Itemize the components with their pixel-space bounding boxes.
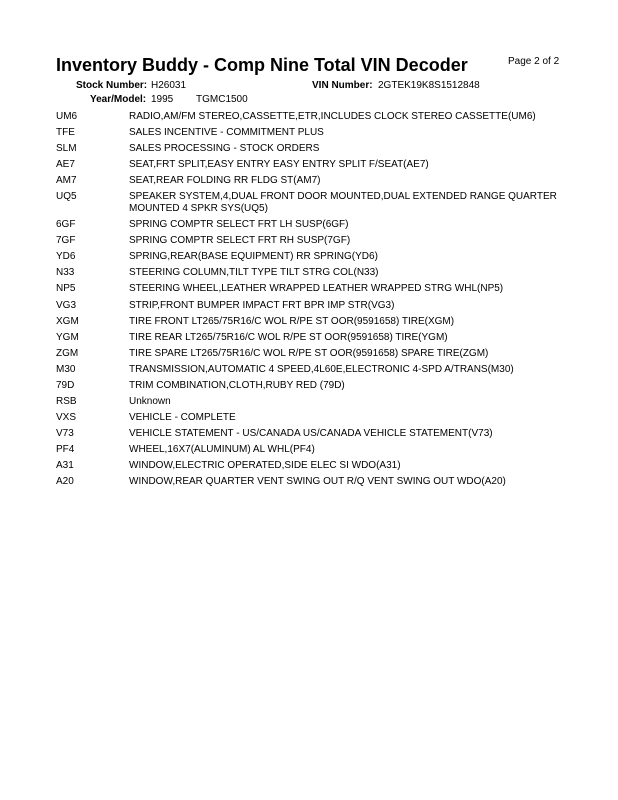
option-description: STEERING COLUMN,TILT TYPE TILT STRG COL(N33) (129, 267, 379, 279)
option-row (56, 111, 576, 123)
option-description: SALES INCENTIVE - COMMITMENT PLUS (129, 127, 324, 139)
option-row (56, 364, 576, 376)
option-description: TIRE SPARE LT265/75R16/C WOL R/PE ST OOR(9591658) SPARE TIRE(ZGM) (129, 347, 489, 359)
option-description: TRANSMISSION,AUTOMATIC 4 SPEED,4L60E,ELECTRONIC 4-SPD A/TRANS(M30) (129, 363, 514, 375)
stock-number-label: Stock Number: (76, 80, 148, 91)
vin-number-value: 2GTEK19K8S1512848 (378, 80, 480, 91)
option-description: SEAT,FRT SPLIT,EASY ENTRY EASY ENTRY SPLIT F/SEAT(AE7) (129, 159, 429, 171)
option-code: ZGM (56, 347, 79, 359)
option-row (56, 175, 576, 187)
option-description: TIRE REAR LT265/75R16/C WOL R/PE ST OOR(9591658) TIRE(YGM) (129, 331, 448, 343)
option-code: AE7 (56, 159, 75, 171)
option-row (56, 251, 576, 263)
year-model-label: Year/Model: (90, 94, 147, 105)
option-row (56, 143, 576, 155)
option-description: VEHICLE - COMPLETE (129, 411, 236, 423)
option-description: TRIM COMBINATION,CLOTH,RUBY RED (79D) (129, 379, 345, 391)
option-row (56, 332, 576, 344)
options-list (56, 111, 576, 492)
option-code: SLM (56, 143, 77, 155)
option-code: V73 (56, 427, 74, 439)
option-description: SPRING,REAR(BASE EQUIPMENT) RR SPRING(YD6) (129, 251, 378, 263)
option-description: TIRE FRONT LT265/75R16/C WOL R/PE ST OOR(9591658) TIRE(XGM) (129, 315, 455, 327)
option-code: UQ5 (56, 191, 77, 203)
option-row (56, 412, 576, 424)
option-description: WHEEL,16X7(ALUMINUM) AL WHL(PF4) (129, 443, 315, 455)
option-row (56, 396, 576, 408)
option-description: SPEAKER SYSTEM,4,DUAL FRONT DOOR MOUNTED,DUAL EXTENDED RANGE QUARTER MOUNTED 4 SPKR SYS(UQ5) (129, 191, 557, 215)
option-code: A31 (56, 459, 74, 471)
option-row (56, 219, 576, 231)
year-value: 1995 (151, 94, 174, 105)
option-description: SPRING COMPTR SELECT FRT RH SUSP(7GF) (129, 235, 351, 247)
option-code: 7GF (56, 235, 76, 247)
option-code: AM7 (56, 175, 77, 187)
option-row (56, 235, 576, 247)
option-description: SEAT,REAR FOLDING RR FLDG ST(AM7) (129, 175, 321, 187)
option-code: M30 (56, 363, 76, 375)
option-code: XGM (56, 315, 79, 327)
option-row (56, 159, 576, 171)
option-row (56, 428, 576, 440)
option-code: PF4 (56, 443, 75, 455)
option-code: UM6 (56, 111, 78, 122)
option-row (56, 267, 576, 279)
option-code: RSB (56, 395, 77, 407)
option-code: VXS (56, 411, 77, 423)
option-description: SALES PROCESSING - STOCK ORDERS (129, 143, 320, 155)
model-value: TGMC1500 (196, 94, 248, 105)
option-description: STEERING WHEEL,LEATHER WRAPPED LEATHER WRAPPED STRG WHL(NP5) (129, 283, 504, 295)
option-row (56, 348, 576, 360)
option-code: TFE (56, 127, 75, 139)
option-row (56, 316, 576, 328)
option-code: 6GF (56, 219, 76, 231)
option-row (56, 460, 576, 472)
option-code: VG3 (56, 299, 77, 311)
option-row (56, 283, 576, 295)
page-title: Inventory Buddy - Comp Nine Total VIN Decoder (56, 55, 468, 75)
option-description: RADIO,AM/FM STEREO,CASSETTE,ETR,INCLUDES CLOCK STEREO CASSETTE(UM6) (129, 111, 536, 122)
option-code: A20 (56, 476, 74, 488)
option-description: VEHICLE STATEMENT - US/CANADA US/CANADA VEHICLE STATEMENT(V73) (129, 427, 493, 439)
option-row (56, 300, 576, 312)
option-row (56, 127, 576, 139)
option-description: WINDOW,ELECTRIC OPERATED,SIDE ELEC SI WDO(A31) (129, 459, 401, 471)
option-code: N33 (56, 267, 75, 279)
stock-number-value: H26031 (151, 80, 187, 91)
option-description: SPRING COMPTR SELECT FRT LH SUSP(6GF) (129, 219, 349, 231)
option-row (56, 380, 576, 392)
option-row (56, 476, 576, 488)
option-description: Unknown (129, 395, 171, 407)
option-description: STRIP,FRONT BUMPER IMPACT FRT BPR IMP STR(VG3) (129, 299, 395, 311)
option-code: NP5 (56, 283, 76, 295)
option-code: YGM (56, 331, 79, 343)
option-code: YD6 (56, 251, 76, 263)
vin-number-label: VIN Number: (312, 80, 373, 91)
page-indicator: Page 2 of 2 (508, 56, 560, 67)
option-description: WINDOW,REAR QUARTER VENT SWING OUT R/Q VENT SWING OUT WDO(A20) (129, 476, 506, 488)
option-code: 79D (56, 379, 75, 391)
option-row (56, 444, 576, 456)
option-row (56, 191, 576, 215)
